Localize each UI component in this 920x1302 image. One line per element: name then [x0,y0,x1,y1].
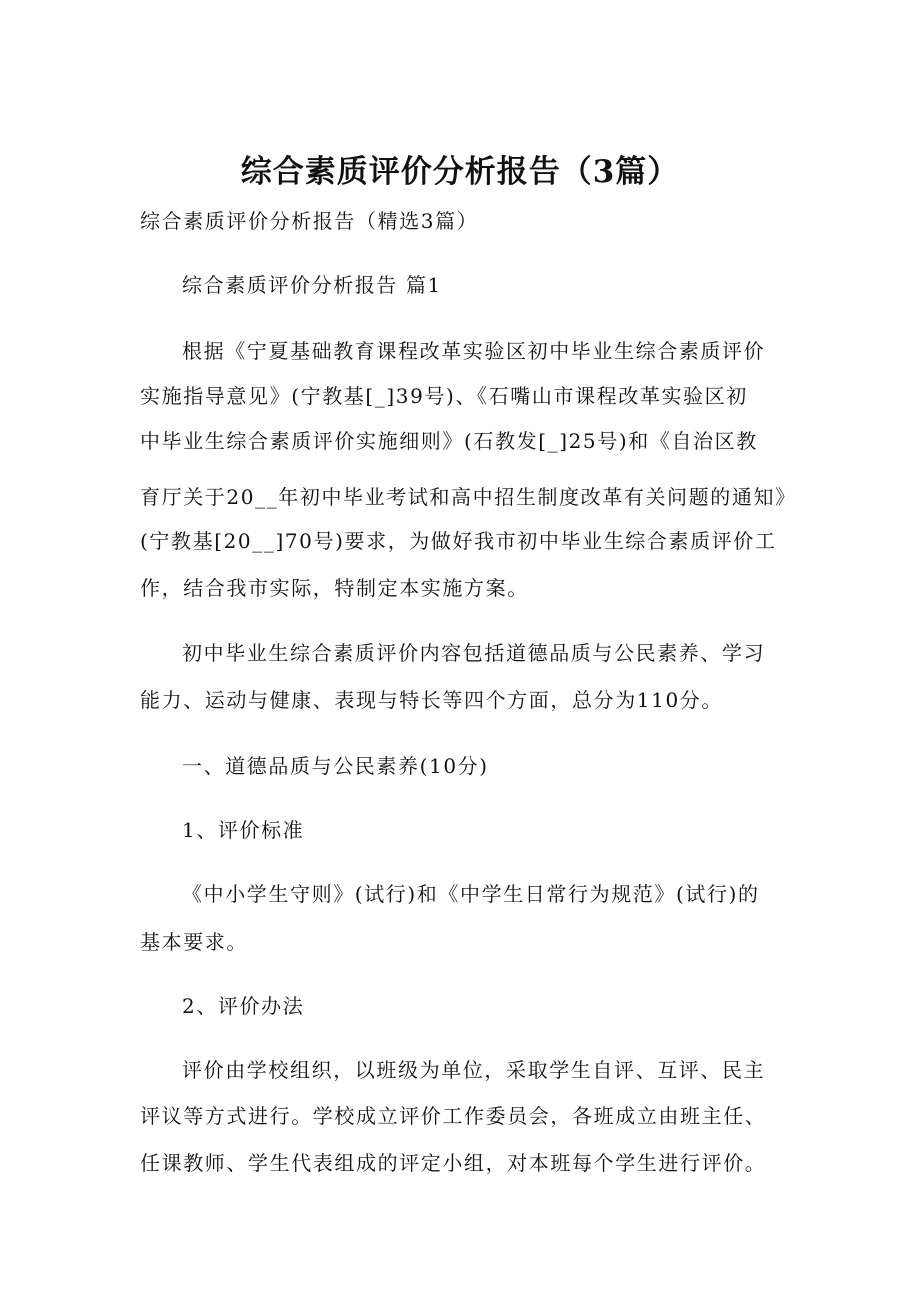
text-line: 根据《宁夏基础教育课程改革实验区初中毕业生综合素质评价 [182,339,766,363]
text-line: 评议等方式进行。学校成立评价工作委员会，各班成立由班主任、 [140,1104,767,1128]
item-2-label: 2、评价办法 [182,994,305,1018]
item-1-label: 1、评价标准 [182,818,305,842]
section-heading: 综合素质评价分析报告 篇1 [182,273,442,297]
text-line: 能力、运动与健康、表现与特长等四个方面，总分为110分。 [140,688,723,712]
text-line: 《中小学生守则》(试行)和《中学生日常行为规范》(试行)的 [182,882,760,906]
text-line: 基本要求。 [140,930,248,954]
text-line: 育厅关于20__年初中毕业考试和高中招生制度改革有关问题的通知》 [140,485,797,509]
text-line: 实施指导意见》(宁教基[_]39号)、《石嘴山市课程改革实验区初 [140,384,748,408]
text-line: (宁教基[20__]70号)要求，为做好我市初中毕业生综合素质评价工 [140,529,777,553]
text-line: 评价由学校组织，以班级为单位，采取学生自评、互评、民主 [182,1058,766,1082]
document-subtitle: 综合素质评价分析报告（精选3篇） [140,209,479,233]
text-line: 任课教师、学生代表组成的评定小组，对本班每个学生进行评价。 [140,1151,767,1175]
text-line: 作，结合我市实际，特制定本实施方案。 [140,576,529,600]
heading-1: 一、道德品质与公民素养(10分) [182,754,489,778]
text-line: 初中毕业生综合素质评价内容包括道德品质与公民素养、学习 [182,641,766,665]
document-title: 综合素质评价分析报告（3篇） [240,154,680,190]
text-line: 中毕业生综合素质评价实施细则》(石教发[_]25号)和《自治区教 [140,429,758,453]
